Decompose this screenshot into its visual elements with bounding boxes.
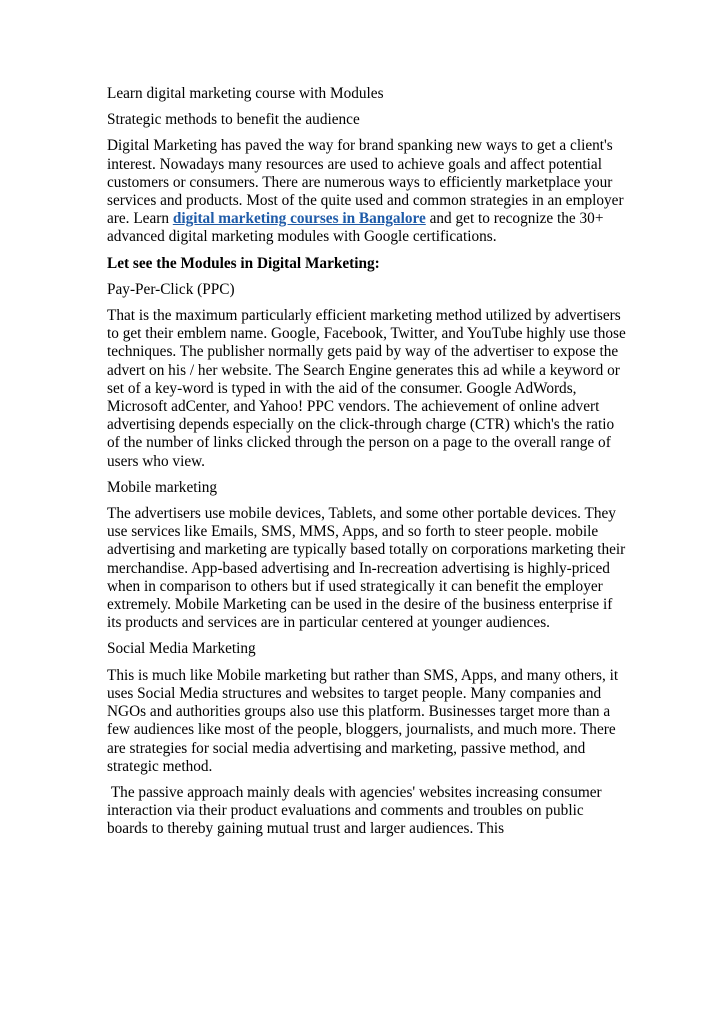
section-paragraph-ppc: That is the maximum particularly efficient marketing method utilized by advertisers to get their emblem name. Google, Facebook, Twitter, and YouTube highly use those techniques. The publisher normally gets paid by way of the advertiser to expose the advert on his / her website. The Search Engine generates this ad while a keyword or set of a key-word is typed in with the aid of the consumer. Google AdWords, Microsoft adCenter, and Yahoo! PPC vendors. The achievement of online advert advertising depends especially on the click-through charge (CTR) which's the ratio of the number of links clicked through the person on a page to the overall range of users who view.: [107, 307, 626, 470]
section-paragraph-mobile-marketing: The advertisers use mobile devices, Tablets, and some other portable devices. They use services like Emails, SMS, MMS, Apps, and so forth to steer people. mobile advertising and marketing are typically based totally on corporations marketing their merchandise. App-based advertising and In-recreation advertising is highly-priced when in comparison to others but if used strategically it can benefit the employer extremely. Mobile Marketing can be used in the desire of the business enterprise if its products and services are in particular centered at younger audiences.: [107, 505, 626, 632]
document-title: Learn digital marketing course with Modules: [107, 85, 384, 102]
document-page: [107, 85, 627, 847]
section-heading-mobile-marketing: Mobile marketing: [107, 478, 218, 496]
intro-text-after-link: and get to recognize the 30+ advanced digital marketing modules with Google certifications.: [107, 210, 604, 246]
intro-paragraph: [107, 137, 627, 246]
section-heading-ppc: Pay-Per-Click (PPC): [107, 280, 235, 298]
intro-text-before-link: Digital Marketing has paved the way for brand spanking new ways to get a client's interest. Nowadays many resources are used to achieve goals and affect potential customers or consumers. There are numerous ways to efficiently marketplace your services and products. Most of the quite used and common strategies in an employer are. Learn: [107, 137, 624, 228]
section-paragraph-passive-approach: The passive approach mainly deals with agencies' websites increasing consumer interaction via their product evaluations and comments and troubles on public boards to thereby gaining mutual trust and larger audiences. This: [107, 783, 606, 838]
document-subtitle: Strategic methods to benefit the audience: [107, 111, 360, 129]
modules-heading: Let see the Modules in Digital Marketing:: [107, 254, 380, 272]
section-heading-social-media-marketing: Social Media Marketing: [107, 640, 256, 658]
section-paragraph-social-media-marketing: This is much like Mobile marketing but rather than SMS, Apps, and many others, it uses Social Media structures and websites to target people. Many companies and NGOs and authorities groups also use this platform. Businesses target more than a few audiences like most of the people, bloggers, journalists, and much more. There are strategies for social media advertising and marketing, passive method, and strategic method.: [107, 666, 619, 775]
courses-link[interactable]: digital marketing courses in Bangalore: [172, 210, 426, 228]
